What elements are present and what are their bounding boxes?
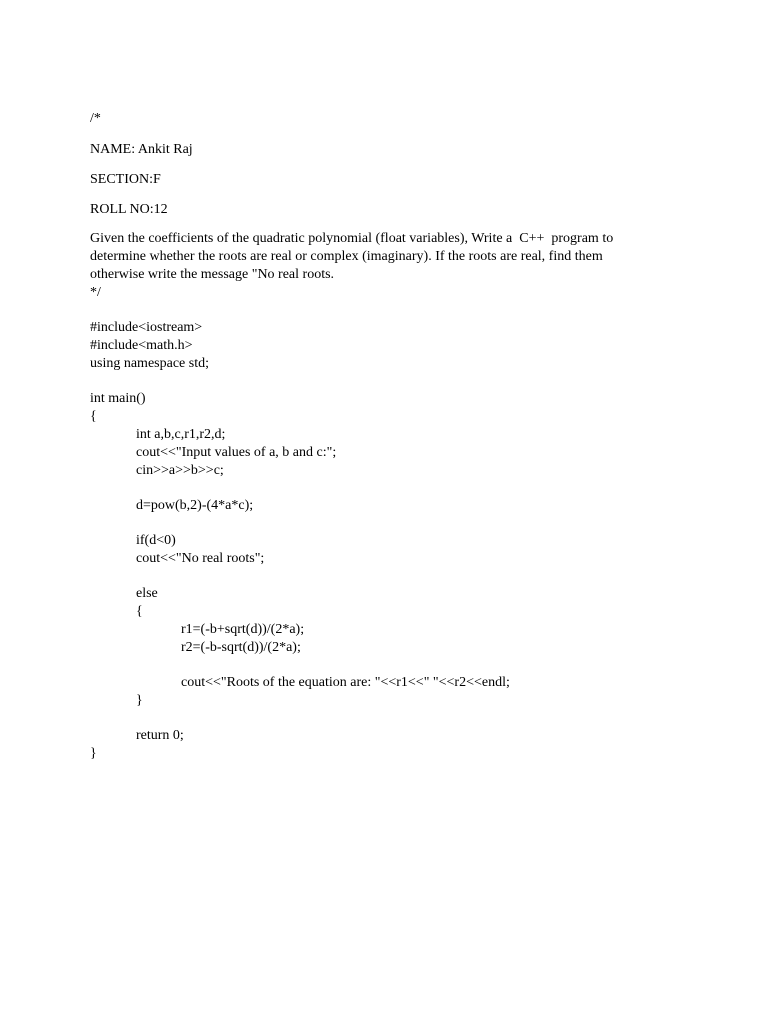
code-discriminant: d=pow(b,2)-(4*a*c); [136, 498, 254, 513]
code-r2-calculation: r2=(-b-sqrt(d))/(2*a); [181, 640, 301, 655]
code-input: cin>>a>>b>>c; [136, 463, 224, 478]
comment-open: /* [90, 111, 101, 126]
code-main-signature: int main() [90, 391, 146, 406]
code-return: return 0; [136, 728, 184, 743]
code-else-close-brace: } [136, 693, 143, 708]
code-main-close-brace: } [90, 746, 97, 761]
code-main-open-brace: { [90, 409, 97, 424]
code-prompt: cout<<"Input values of a, b and c:"; [136, 445, 337, 460]
code-no-real-roots: cout<<"No real roots"; [136, 551, 265, 566]
description-line-2: determine whether the roots are real or complex (imaginary). If the roots are real, find them [90, 249, 603, 264]
code-include-math: #include<math.h> [90, 338, 193, 353]
section-line: SECTION:F [90, 172, 161, 187]
code-else-keyword: else [136, 586, 158, 601]
comment-close: */ [90, 285, 101, 300]
name-line: NAME: Ankit Raj [90, 142, 193, 157]
description-line-1: Given the coefficients of the quadratic polynomial (float variables), Write a C++ program to [90, 231, 614, 246]
code-declaration: int a,b,c,r1,r2,d; [136, 427, 226, 442]
roll-number-line: ROLL NO:12 [90, 202, 168, 217]
code-r1-calculation: r1=(-b+sqrt(d))/(2*a); [181, 622, 305, 637]
description-line-3: otherwise write the message "No real roots. [90, 267, 335, 282]
code-else-open-brace: { [136, 604, 143, 619]
code-include-iostream: #include<iostream> [90, 320, 203, 335]
code-if-condition: if(d<0) [136, 533, 176, 548]
code-using-namespace: using namespace std; [90, 356, 209, 371]
code-print-roots: cout<<"Roots of the equation are: "<<r1<<" "<<r2<<endl; [181, 675, 510, 690]
